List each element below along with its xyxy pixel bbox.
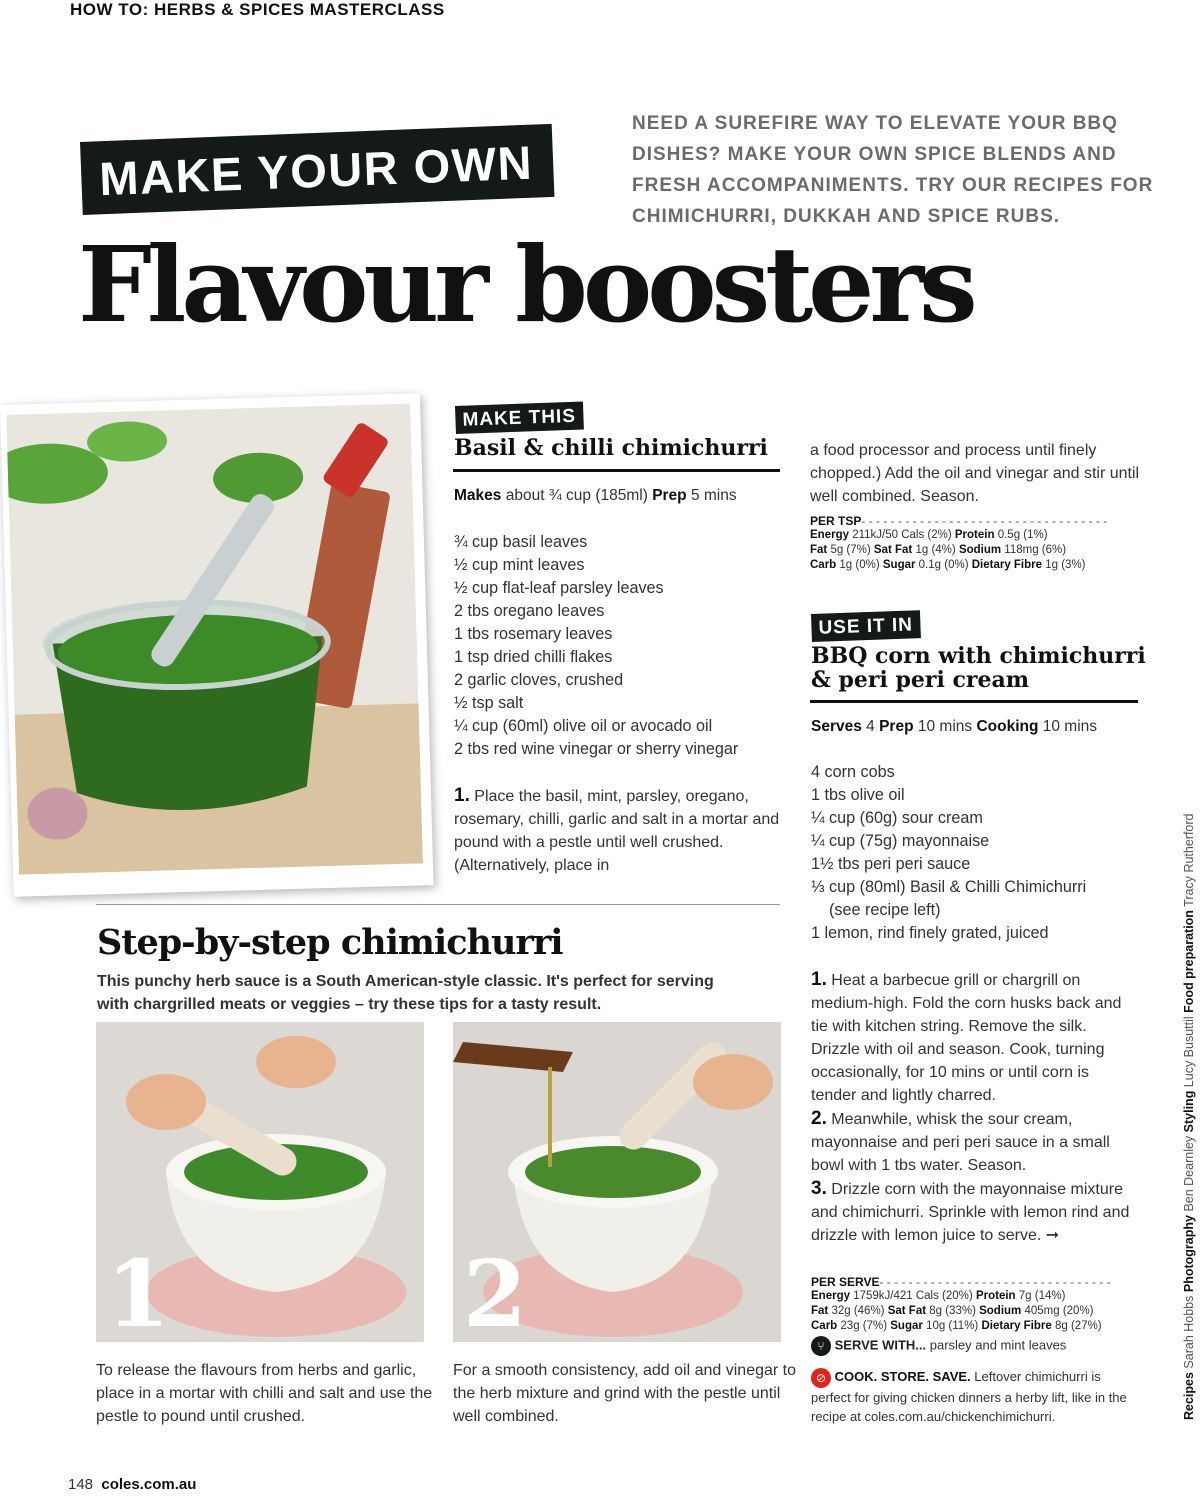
no-waste-icon: ⊘	[811, 1368, 831, 1388]
chimichurri-jar-illustration	[6, 404, 423, 875]
prep-value: 10 mins	[913, 718, 977, 735]
nutrition-row	[810, 528, 1140, 543]
ingredient-item: 1 tsp dried chilli flakes	[454, 648, 613, 666]
nutrient-value: 118mg (6%)	[1001, 544, 1067, 556]
recipe1-title-rule	[453, 469, 780, 472]
cutlery-icon: ⑂	[811, 1336, 831, 1356]
nutrient-value: 1g (4%)	[912, 544, 959, 556]
nutrient-label: Sodium	[958, 544, 1002, 556]
serve-with-label: SERVE WITH...	[834, 1337, 927, 1353]
ingredient-item: ½ tsp salt	[454, 694, 524, 712]
nutrient-value: 23g (7%)	[837, 1320, 891, 1332]
use-it-in-tag: USE IT IN	[811, 610, 920, 642]
step-caption-1: To release the flavours from herbs and garlic, place in a mortar with chilli and salt and use the pestle to pound until crushed.	[96, 1362, 433, 1425]
nutrition-row	[811, 1319, 1141, 1334]
method-step	[811, 968, 1131, 1107]
nutrient-value: 211kJ/50 Cals (2%)	[849, 529, 955, 541]
recipe1-method-step1	[454, 784, 784, 877]
nutrient-value: 0.1g (0%)	[915, 559, 972, 571]
nutrient-value: 1759kJ/421 Cals (20%)	[850, 1290, 976, 1302]
makes-label: Makes	[454, 487, 502, 504]
nutrient-value: 8g (33%)	[926, 1305, 980, 1317]
nutrient-label: Fat	[810, 544, 828, 556]
page-number: 148	[68, 1476, 94, 1493]
prep-label: Prep	[879, 718, 914, 735]
step-number: 1.	[454, 785, 470, 806]
recipe1-method-continued: a food processor and process until finely chopped.) Add the oil and vinegar and stir until well combined. Season.	[810, 442, 1140, 505]
step-photo-2	[453, 1022, 781, 1342]
credit-role: Recipes	[1182, 1372, 1196, 1420]
nutrient-label: Protein	[954, 529, 995, 541]
serve-with-text: parsley and mint leaves	[926, 1337, 1067, 1353]
recipe1-title: Basil & chilli chimichurri	[454, 435, 768, 461]
step-number: 2.	[811, 1108, 827, 1129]
step-number: 3.	[811, 1178, 827, 1199]
step-number-2: 2	[463, 1240, 528, 1342]
banner-label: MAKE YOUR OWN	[80, 124, 554, 215]
serves-value: 4	[861, 718, 880, 735]
recipe2-title-line1: BBQ corn with chimichurri	[811, 643, 1146, 669]
nutrient-label: Sat Fat	[873, 544, 913, 556]
credit-name: Sarah Hobbs	[1182, 1292, 1196, 1373]
ingredient-item: (see recipe left)	[829, 901, 941, 919]
ingredient-item: 1 tbs olive oil	[811, 786, 905, 804]
ingredient-item: 4 corn cobs	[811, 763, 895, 781]
nutrition-row	[811, 1289, 1141, 1304]
nutrition-heading: PER SERVE- - - - - - - - - - - - - - - - - - - - - - - - - - - - - - - -	[811, 1275, 1111, 1289]
nutrient-value: 5g (7%)	[827, 544, 874, 556]
step-text: Drizzle corn with the mayonnaise mixture and chimichurri. Sprinkle with lemon rind and drizzle with lemon juice to serve. ➞	[811, 1181, 1130, 1244]
step-caption-2: For a smooth consistency, add oil and vinegar to the herb mixture and grind with the pestle until well combined.	[453, 1362, 796, 1425]
intro-text: NEED A SUREFIRE WAY TO ELEVATE YOUR BBQ DISHES? MAKE YOUR OWN SPICE BLENDS AND FRESH ACCOMPANIMENTS. TRY OUR RECIPES FOR CHIMICHURRI, DUKKAH AND SPICE RUBS.	[632, 113, 1154, 227]
photo-credits	[1182, 813, 1196, 1420]
step-text: Meanwhile, whisk the sour cream, mayonnaise and peri peri sauce in a small bowl with 1 tbs water. Season.	[811, 1111, 1110, 1174]
nutrition-row	[810, 558, 1140, 573]
make-this-tag: MAKE THIS	[455, 402, 583, 434]
ingredient-item: 1 tbs rosemary leaves	[454, 625, 613, 643]
ingredient-item: ¼ cup (60ml) olive oil or avocado oil	[454, 717, 713, 735]
method-step	[811, 1107, 1131, 1177]
cooking-label: Cooking	[976, 718, 1039, 735]
nutrition-row	[810, 543, 1140, 558]
recipe2-title	[811, 644, 1151, 692]
nutrient-label: Dietary Fibre	[981, 1320, 1052, 1332]
recipe1-nutrition	[810, 514, 1140, 573]
recipe2-ingredients	[811, 761, 1086, 945]
nutrient-value: 32g (46%)	[828, 1305, 888, 1317]
nutrient-label: Sugar	[890, 1320, 923, 1332]
ingredient-item: 2 tbs red wine vinegar or sherry vinegar	[454, 740, 739, 758]
step-section-intro: This punchy herb sauce is a South American-style classic. It's perfect for serving with chargrilled meats or veggies – try these tips for a tasty result.	[97, 973, 714, 1013]
step-text: Heat a barbecue grill or chargrill on medium-high. Fold the corn husks back and tie with kitchen string. Remove the silk. Drizzle with oil and season. Cook, turning occasionally, for 10 mins or until corn is tender and lightly charred.	[811, 972, 1122, 1104]
step-photo-1	[96, 1022, 424, 1342]
nutrient-value: 405mg (20%)	[1021, 1305, 1094, 1317]
ingredient-item: 2 tbs oregano leaves	[454, 602, 605, 620]
nutrition-heading: PER TSP- - - - - - - - - - - - - - - - - - - - - - - - - - - - - - - - - -	[810, 514, 1108, 528]
credit-role: Photography	[1182, 1215, 1196, 1293]
credit-name: Ben Dearnley	[1182, 1132, 1196, 1216]
ingredient-item: ⅓ cup (80ml) Basil & Chilli Chimichurri	[811, 878, 1087, 896]
ingredient-item: 2 garlic cloves, crushed	[454, 671, 624, 689]
nutrient-label: Dietary Fibre	[971, 559, 1043, 571]
recipe2-title-line2: & peri peri cream	[811, 667, 1030, 693]
page-headline: Flavour boosters	[78, 223, 973, 346]
nutrient-value: 1g (0%)	[836, 559, 883, 571]
ingredient-item: ¾ cup basil leaves	[454, 533, 588, 551]
ingredient-item: 1 lemon, rind finely grated, juiced	[811, 924, 1049, 942]
nutrient-label: Fat	[811, 1305, 829, 1317]
serve-with-note	[811, 1336, 1141, 1356]
credit-role: Food preparation	[1182, 910, 1196, 1013]
serves-label: Serves	[811, 718, 862, 735]
credit-name: Lucy Busuttil	[1182, 1012, 1196, 1091]
nutrient-label: Energy	[811, 1290, 850, 1302]
recipe1-meta	[454, 487, 737, 505]
step-section-title: Step-by-step chimichurri	[97, 922, 563, 963]
prep-label: Prep	[652, 487, 687, 504]
recipe2-meta	[811, 718, 1097, 736]
method-step	[811, 1177, 1131, 1247]
ingredient-item: ½ cup mint leaves	[454, 556, 585, 574]
recipe2-nutrition	[811, 1275, 1141, 1334]
nutrition-values	[810, 528, 1140, 573]
nutrient-label: Carb	[810, 559, 837, 571]
credit-role: Styling	[1182, 1090, 1196, 1133]
step-number: 1.	[811, 969, 827, 990]
credit-name: Tracy Rutherford	[1182, 813, 1196, 911]
section-kicker: HOW TO: HERBS & SPICES MASTERCLASS	[70, 0, 445, 19]
nutrient-value: 8g (27%)	[1051, 1320, 1102, 1332]
page-footer	[68, 1476, 196, 1493]
ingredient-item: ¼ cup (75g) mayonnaise	[811, 832, 990, 850]
nutrient-value: 7g (14%)	[1015, 1290, 1066, 1302]
hero-photo-chimichurri-jar	[0, 393, 434, 897]
cook-store-save-label: COOK. STORE. SAVE.	[834, 1369, 971, 1384]
footer-site: coles.com.au	[101, 1476, 197, 1493]
makes-value: about ¾ cup (185ml)	[501, 487, 653, 504]
cook-store-save-text: Leftover chimichurri is perfect for giving chicken dinners a herby lift, like in the recipe at coles.com.au/chickenchimichurri.	[811, 1369, 1127, 1424]
cook-store-save-note	[811, 1367, 1141, 1426]
nutrient-label: Energy	[810, 529, 849, 541]
recipe1-ingredients	[454, 531, 738, 761]
step-text: Place the basil, mint, parsley, oregano, rosemary, chilli, garlic and salt in a mortar and pound with a pestle until well crushed. (Alternatively, place in	[454, 788, 780, 874]
ingredient-item: 1½ tbs peri peri sauce	[811, 855, 971, 873]
nutrient-value: 0.5g (1%)	[994, 529, 1048, 541]
recipe2-method	[811, 968, 1131, 1247]
nutrient-label: Sodium	[979, 1305, 1022, 1317]
cooking-value: 10 mins	[1038, 718, 1098, 735]
nutrient-value: 10g (11%)	[922, 1320, 982, 1332]
nutrient-value: 1g (3%)	[1042, 559, 1086, 571]
nutrient-label: Protein	[975, 1290, 1016, 1302]
ingredient-item: ½ cup flat-leaf parsley leaves	[454, 579, 664, 597]
nutrient-label: Sugar	[882, 559, 916, 571]
nutrition-values	[811, 1289, 1141, 1334]
nutrient-label: Carb	[811, 1320, 838, 1332]
prep-value: 5 mins	[686, 487, 737, 504]
step-number-1: 1	[106, 1240, 171, 1342]
nutrient-label: Sat Fat	[887, 1305, 927, 1317]
ingredient-item: ¼ cup (60g) sour cream	[811, 809, 983, 827]
recipe2-title-rule	[810, 700, 1138, 703]
section-divider	[96, 904, 780, 905]
nutrition-row	[811, 1304, 1141, 1319]
